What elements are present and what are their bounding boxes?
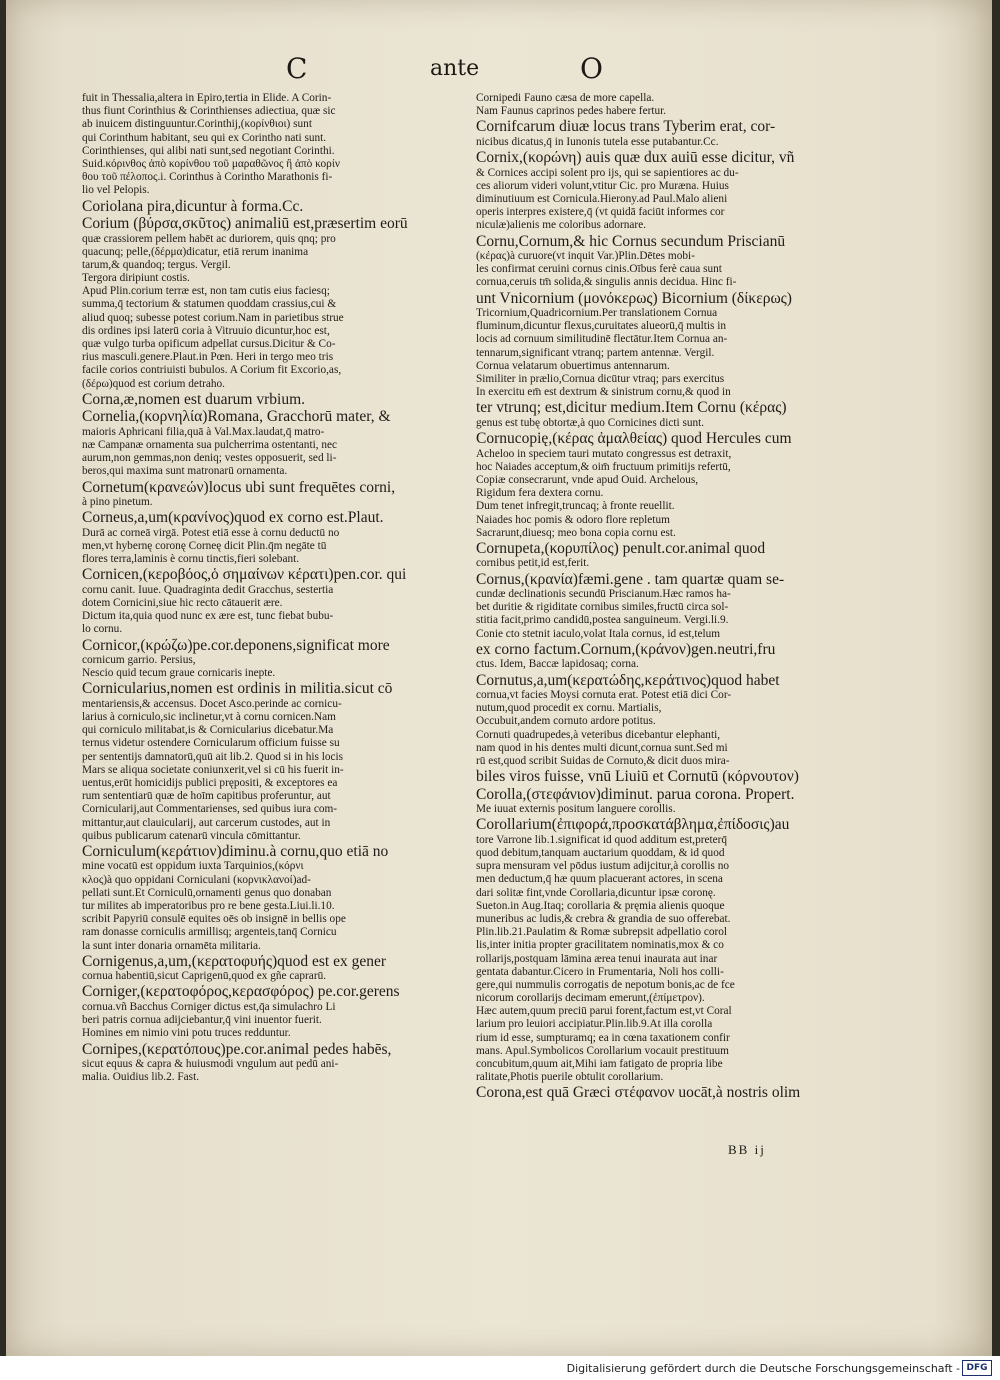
text-line: quibus publicarum catenarū vincula cōmittantur. — [82, 829, 301, 842]
text-line: dari solitæ fint,vnde Corollaria,dicuntur ipsæ coronę. — [476, 886, 716, 899]
text-line: quæ crassiorem pellem habēt ac duriorem, quis qnq; pro — [82, 232, 336, 245]
text-line: mentariensis,& accensus. Docet Asco.perinde ac cornicu- — [82, 697, 342, 710]
text-line: & Cornices accipi solent pro ijs, qui se sapientiores ac du- — [476, 166, 739, 179]
entry-headword-line: Cornutus,a,um(κερατώδης,κεράτινος)quod habet — [476, 671, 780, 689]
text-line: ctus. Idem, Baccæ lapidosaq; corna. — [476, 658, 639, 671]
text-line: Cornicularij,aut Commentarienses, sed quibus iura com- — [82, 803, 338, 816]
text-line: Cornuti quadrupedes,à veteribus dicebantur elephanti, — [476, 728, 721, 741]
entry-headword-line: Corolla,(στεφάνιον)diminut. parua corona. Propert. — [476, 785, 795, 803]
text-line: men deductum,q̄ hæ quum placuerant actores, in scena — [476, 873, 723, 886]
entry-headword-line: Cornicor,(κρώζω)pe.cor.deponens,significat more — [82, 636, 390, 654]
text-line: locis ad cornuum similitudinē flectātur.Item Cornua an- — [476, 333, 728, 346]
text-line: niculæ)alienis me coloribus adornare. — [476, 219, 647, 232]
text-line: Sacrarunt,diuesq; meo bona copia cornu est. — [476, 526, 676, 539]
entry-headword-line: Coriolana pira,dicuntur à forma.Cc. — [82, 197, 304, 215]
entry-headword-line: Cornetum(κρανεών)locus ubi sunt frequētes corni, — [82, 478, 396, 496]
entry-headword-line: Cornucopię,(κέρας ἀμαλθείας) quod Hercules cum — [476, 430, 792, 448]
right-column — [476, 92, 850, 1102]
entry-headword-line: Corniger,(κερατοφόρος,κερασφόρος) pe.cor.gerens — [82, 983, 400, 1001]
text-line: les confirmat ceruini cornus cinis.Oībus ferè caua sunt — [476, 263, 722, 276]
entry-headword-line: Cornifcarum diuæ locus trans Tyberim erat, cor- — [476, 118, 776, 136]
text-line: rum sententiarū quæ de hoīm capitibus proferuntur, aut — [82, 790, 331, 803]
text-line: diminutiuum est Cornicula.Hierony.ad Paul.Malo alieni — [476, 192, 728, 205]
header-word-center: ante — [430, 56, 480, 81]
text-line: nutum,quod procedit ex cornu. Martialis, — [476, 702, 662, 715]
text-line: muneribus ac ludis,& crebra & grandia de suo offerebat. — [476, 912, 731, 925]
text-line: beri patris cornua adijciebantur,q̄ vini inuentor fuerit. — [82, 1014, 322, 1027]
text-line: operis interpres existere,q̄ (vt quidā faciūt informes cor — [476, 206, 725, 219]
text-line: la sunt inter donaria ornamēta militaria. — [82, 939, 261, 952]
text-line: quæ vulgo turba opificum adpellat cursus.Dicitur & Co- — [82, 338, 336, 350]
entry-headword-line: Cornigenus,a,um,(κερατοφυής)quod est ex gener — [82, 952, 387, 970]
entry-headword-line: Cornelia,(κορνηλία)Romana, Gracchorū mater, & — [82, 408, 391, 426]
entry-headword-line: Cornix,(κορώνη) auis quæ dux auiū esse dicitur, vñ — [476, 149, 795, 167]
text-line: fuit in Thessalia,altera in Epiro,tertia in Elide. A Corin- — [82, 92, 332, 104]
text-line: Suid.κόρινθος ἀπὸ κορίνθου τοῦ μαραθῶνος ἢ ἀπὸ κορίν — [82, 157, 340, 170]
text-line: nicibus dicatus,q̄ in Iunonis tutela esse putabantur.Cc. — [476, 135, 719, 148]
entry-headword-line: Corneus,a,um(κρανίνος)quod ex corno est.Plaut. — [82, 509, 384, 527]
text-line: dotem Cornicini,siue hic recto cātauerit ære. — [82, 596, 283, 609]
text-line: lo cornu. — [82, 623, 123, 636]
text-line: Dictum ita,quia quod nunc ex ære est, tunc fiebat bubu- — [82, 610, 334, 623]
text-line: Durā ac corneā virgā. Potest etiā esse à cornu deductū no — [82, 526, 340, 539]
text-line: men,vt hybernę coronę Corneę dicit Plin.q̄m negāte tū — [82, 539, 327, 552]
text-line: cornua.vñ Bacchus Corniger dictus est,q̄a simulachro Li — [82, 1000, 336, 1013]
text-line: nam quod in his dentes multi dicunt,cornua sunt.Sed mi — [476, 741, 728, 754]
text-line: næ Campanæ ornamenta sua pulcherrima ostentanti, nec — [82, 438, 338, 451]
entry-headword-line: Corium (βύρσα,σκῦτος) animaliū est,præsertim eorū — [82, 215, 408, 232]
text-line: tore Varrone lib.1.significat id quod additum est,preterq̄ — [476, 833, 728, 846]
text-line: Similiter in prælio,Cornua dicūtur vtraq; pars exercitus — [476, 373, 725, 385]
text-line: Nam Faunus caprinos pedes habere fertur. — [476, 105, 667, 118]
text-line: concubitum,quum ait,Mihi iam fatigato de propria libe — [476, 1058, 723, 1070]
text-line: aliud quoq; subesse potest corium.Nam in parietibus strue — [82, 311, 344, 324]
text-line: ces aliorum videri volunt,vtitur Cic. pro Muræna. Huius — [476, 179, 729, 192]
text-line: stitia facit,primo candidū,postea sanguineum. Vergi.li.9. — [476, 614, 729, 627]
left-column — [82, 92, 454, 1084]
text-line: rollarijs,postquam lāmina ærea tenui inaurata aut inar — [476, 952, 718, 965]
text-line: supra mensuram vel pōdus iustum adijcitur,à corollis no — [476, 860, 730, 873]
text-line: cornua,vt facies Moysi cornuta erat. Potest etiā dici Cor- — [476, 689, 732, 701]
text-line: fluminum,dicuntur flexus,curuitates alueorū,q̄ multis in — [476, 320, 727, 333]
signature-mark: BB ij — [728, 1142, 766, 1157]
header-letter-left: C — [286, 52, 308, 85]
header-letter-right: O — [580, 52, 603, 85]
text-line: rium id esse, sumpturamq; ea in cœna taxationem confir — [476, 1031, 730, 1044]
text-line: gentata dabantur.Cicero in Frumentaria, Noli hos colli- — [476, 965, 724, 978]
text-line: lio vel Pelopis. — [82, 184, 150, 197]
text-line: tur milites ab imperatoribus pro re bene gesta.Liui.li.10. — [82, 900, 335, 912]
text-line: (δέρω)quod est corium detraho. — [82, 377, 225, 390]
text-line: sicut equus & capra & huiusmodi vngulum aut pedū ani- — [82, 1058, 339, 1070]
entry-headword-line: Corna,æ,nomen est duarum vrbium. — [82, 390, 305, 408]
entry-headword-line: Cornicularius,nomen est ordinis in militia.sicut cō — [82, 680, 393, 698]
text-line: uentus,erūt homicidijs publici prępositi, & exceptores ea — [82, 777, 338, 789]
text-line: θου τοῦ πέλοπος.i. Corinthus à Corintho Marathonis fi- — [82, 171, 333, 184]
text-line: Copiæ consecrarunt, vnde apud Ouid. Archelous, — [476, 473, 699, 486]
text-line: Homines em nimio vini potu truces redduntur. — [82, 1027, 291, 1040]
text-line: Conie cto stetnit iaculo,volat Itala cornus, id est,telum — [476, 627, 721, 640]
text-line: ram donasse corniculis armillisq; argenteis,tanq̄ Cornicu — [82, 926, 337, 939]
entry-headword-line: Corona,est quā Græci στέφανον uocāt,à nostris olim — [476, 1084, 801, 1102]
text-line: per sententijs damnatorū,quū ait lib.2. Quod si in his locis — [82, 750, 344, 763]
text-line: dis ordines ipsi laterū coria à Vitruuio dicuntur,hoc est, — [82, 324, 330, 337]
footer-bar — [0, 1356, 1000, 1380]
text-line: Naiades hoc pomis & odoro flore repletum — [476, 513, 670, 526]
text-line: cornua habentiū,sicut Caprigenū,quod ex gñe caprarū. — [82, 970, 327, 983]
text-line: cornibus petit,id est,ferit. — [476, 557, 590, 570]
text-line: lis,inter initia propter gracilitatem nominatis,mox & co — [476, 939, 724, 952]
text-line: Dum tenet infregit,truncaq; à fronte reuellit. — [476, 500, 675, 513]
text-line: ab inuicem distinguuntur.Corinthij,(κορίνθιοι) sunt — [82, 118, 312, 131]
text-line: facile corios contriuisti bubulos. A Corium fit Excorio,as, — [82, 364, 342, 377]
text-line: Nescio quid tecum graue cornicaris inepte. — [82, 667, 276, 680]
book-page — [6, 0, 992, 1356]
entry-headword-line: ex corno factum.Cornum,(κράνον)gen.neutri,fru — [476, 640, 776, 658]
funding-credit: Digitalisierung gefördert durch die Deutsche Forschungsgemeinschaft - — [566, 1362, 960, 1375]
entry-headword-line: Cornu,Cornum,& hic Cornus secundum Priscianū — [476, 232, 786, 250]
text-line: Cornipedi Fauno cæsa de more capella. — [476, 92, 655, 104]
text-line: Tricornium,Quadricornium.Per translationem Cornua — [476, 307, 718, 320]
text-line: ralitate,Photis puerile obtulit corollarium. — [476, 1071, 664, 1084]
text-line: qui corniculo militabat,is & Cornicularius dicebatur.Ma — [82, 724, 334, 737]
text-line: qui Corinthum habitant, seu qui ex Corintho nati sunt. — [82, 131, 327, 144]
entry-headword-line: Cornus,(κρανία)fæmi.gene . tam quartæ quam se- — [476, 570, 785, 588]
text-line: scribit Papyriū consulē equites oēs ob insignē in bellis ope — [82, 913, 346, 926]
entry-headword-line: ter vtrunq; est,dicitur medium.Item Cornu (κέρας) — [476, 399, 787, 417]
text-line: cornicum garrio. Persius, — [82, 654, 196, 666]
text-line: quod debitum,tanquam auctarium quoddam, & id quod — [476, 847, 725, 859]
text-line: κλος)à quo oppidani Corniculani (κορνικλανοί)ad- — [82, 873, 311, 886]
text-line: tarum,& quandoq; tergus. Vergil. — [82, 258, 231, 271]
dfg-logo: DFG — [962, 1360, 992, 1376]
text-line: malia. Ouidius lib.2. Fast. — [82, 1071, 200, 1084]
text-line: mittantur,aut clauicularij, aut carcerum custodes, aut in — [82, 816, 331, 829]
entry-headword-line: biles viros fuisse, vnū Liuiū et Cornutū (κόρνουτον) — [476, 768, 799, 786]
text-line: Tergora diripiunt costis. — [82, 272, 190, 285]
entry-headword-line: Cornicen,(κεροβόος,ὁ σημαίνων κέρατι)pen.cor. qui — [82, 566, 407, 584]
text-line: rius masculi.genere.Plaut.in Pœn. Heri in tergo meo tris — [82, 351, 334, 364]
text-line: larius à corniculo,sic inclinetur,vt à cornu cornicen.Nam — [82, 711, 336, 724]
text-line: Occubuit,andem cornuto ardore potitus. — [476, 715, 656, 728]
text-line: Me iuuat externis positum languere corollis. — [476, 803, 676, 816]
text-line: Cornua velatarum obuertimus antennarum. — [476, 359, 670, 372]
text-line: In exercitu em̄ est dextrum & sinistrum cornu,& quod in — [476, 386, 731, 399]
running-header — [6, 52, 992, 92]
entry-headword-line: Cornupeta,(κορυπίλος) penult.cor.animal quod — [476, 539, 766, 557]
text-line: Sueton.in Aug.Itaq; corollaria & pręmia alienis quoque — [476, 899, 725, 912]
text-line: ternus videtur ostendere Cornicularum officium fuisse su — [82, 737, 340, 750]
text-line: Corinthienses, qui alibi nati sunt,sed negotiant Corinthi. — [82, 144, 335, 157]
text-line: cornua,ceruis tm̄ solida,& singulis annis decidua. Hinc fi- — [476, 276, 737, 289]
text-line: Rigidum fera dextera cornu. — [476, 487, 604, 500]
text-line: quacunq; pelle,(δέρμα)dicatur, etiā rerum inanima — [82, 245, 309, 258]
text-line: Apud Plin.corium terræ est, non tam cutis eius faciesq; — [82, 285, 330, 298]
text-line: cundæ declinationis secundū Priscianum.Hæc ramos ha- — [476, 588, 731, 601]
text-line: bet duritie & rigiditate cornibus similes,fructū circa sol- — [476, 601, 729, 614]
text-line: maioris Aphricani filia,quā à Val.Max.laudat,q̄ matro- — [82, 425, 325, 438]
text-line: genus est tubę obtortæ,à quo Cornicines dicti sunt. — [476, 416, 705, 429]
text-line: flores terra,laminis è cornu tinctis,fieri solebant. — [82, 553, 300, 566]
text-line: tennarum,significant vtranq; partem antennæ. Vergil. — [476, 346, 715, 359]
text-line: gere,qui nummulis corrogatis de nepotum bonis,ac de fce — [476, 978, 735, 991]
text-line: Hæc autem,quum preciū parui forent,factum est,vt Coral — [476, 1005, 732, 1018]
entry-headword-line: unt Vnicornium (μονόκερως) Bicornium (δίκερως) — [476, 289, 792, 307]
text-line: mine vocatū est oppidum iuxta Tarquinios,(κόρνι — [82, 860, 304, 873]
text-line: Mars se aliqua societate coniunxerit,vel si cū his fuerit in- — [82, 763, 344, 776]
text-line: cornu canit. Iuue. Quadraginta dedit Gracchus, sestertia — [82, 583, 334, 596]
text-line: pellati sunt.Et Corniculū,ornamenti genus quo donaban — [82, 886, 332, 899]
entry-headword-line: Cornipes,(κερατόπους)pe.cor.animal pedes habēs, — [82, 1040, 392, 1058]
text-line: larium pro leuiori accipiatur.Plin.lib.9.At illa corolla — [476, 1018, 713, 1031]
text-line: Acheloo in speciem tauri mutato congressus est detraxit, — [476, 447, 732, 460]
text-line: hoc Naiades acceptum,& oim̄ fructuum primitijs refertū, — [476, 460, 731, 473]
text-line: Plin.lib.21.Paulatim & Romæ subrepsit adpellatio corol — [476, 926, 728, 939]
text-line: rū est,quod scribit Suidas de Cornuto,& dicit duos mira- — [476, 754, 730, 767]
text-line: nicorum corollarijs decimam emerunt,(ἐπίμετρον). — [476, 992, 705, 1005]
text-line: (κέρας)à curuore(vt inquit Var.)Plin.Dētes mobi- — [476, 250, 695, 262]
entry-headword-line: Corollarium(ἐπιφορά,προσκατάβλημα,ἐπίδοσις)au — [476, 816, 790, 834]
text-line: thus fiunt Corinthius & Corinthienses adiectiua, quæ sic — [82, 105, 336, 118]
text-line: à pino pinetum. — [82, 496, 153, 508]
text-line: mans. Apul.Symbolicos Corollarium vocauit prestituum — [476, 1044, 729, 1057]
entry-headword-line: Corniculum(κεράτιον)diminu.à cornu,quo etiā no — [82, 842, 389, 860]
text-line: aurum,non gemmas,non deniq; vestes opposuerit, sed li- — [82, 452, 337, 465]
text-line: summa,q̄ tectorium & statumen quoddam crassius,cui & — [82, 298, 337, 311]
text-line: beros,qui maxima sunt matronarū ornamenta. — [82, 465, 288, 478]
